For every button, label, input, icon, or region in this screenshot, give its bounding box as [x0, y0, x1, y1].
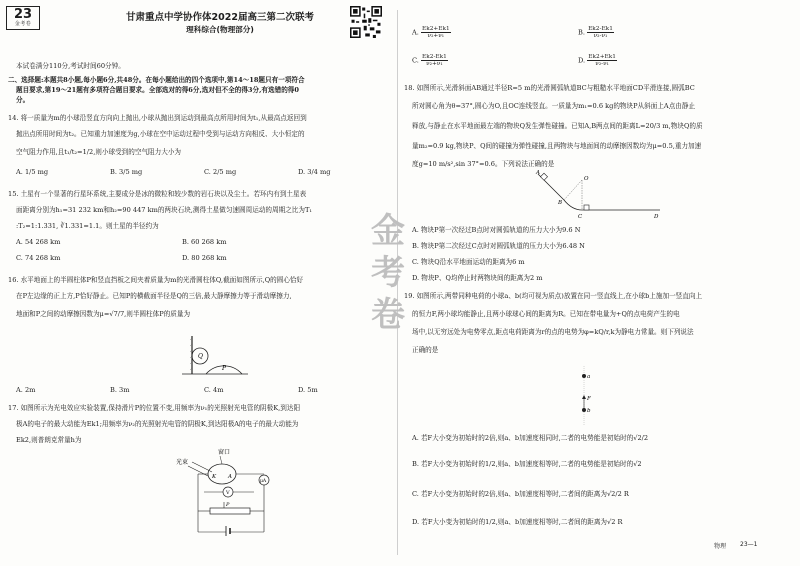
q17-option-b-denominator: ν₂-ν₁: [593, 33, 608, 39]
q17-option-a-letter: A.: [412, 28, 419, 37]
q17-label-voltmeter: V: [226, 490, 230, 496]
q19-line-4: 正确的是: [412, 346, 439, 354]
q19-option-b: B. 若F大小变为初始时的1/2,则a、b加速度相等时,二者的电势能是初始时的√2: [412, 460, 642, 468]
q15-option-a: A. 54 268 km: [16, 238, 61, 246]
q18-option-b: B. 物块P第二次经过C点时对圆弧轨道的压力大小为6.48 N: [412, 242, 585, 250]
q16-option-c: C. 4m: [204, 386, 224, 394]
badge-brand: 金考卷: [14, 21, 32, 27]
watermark: 金考卷: [371, 211, 405, 335]
exam-number-badge: [6, 6, 40, 30]
q18-figure: [534, 170, 664, 220]
q17-option-b-fraction: [587, 26, 614, 39]
q17-option-c-fraction: [421, 54, 448, 67]
q15-line-3: :T₂=1:1.331, ∛1.331=1.1。则土星的半径约为: [16, 222, 159, 230]
section-instructions-2: 题目要求,第19～21题有多项符合题目要求。全部选对的得6分,选对但不全的得3分,有选错的得0: [16, 86, 299, 94]
q19-line-3: 场中,以无穷远处为电势零点,距点电荷距离为r的点的电势为φ=kQ/r,k为静电力常量。则下列说法: [412, 328, 694, 336]
q16-label-p: P: [222, 365, 227, 372]
q18-option-a: A. 物块P第一次经过B点时对圆弧轨道的压力大小为9.6 N: [412, 226, 581, 234]
q18-line-2: 所对圆心角为θ=37°,圆心为O,且OC连线竖直。一质量为m₁=0.6 kg的物块P从斜面上A点由静止: [412, 102, 696, 110]
exam-title: 甘肃重点中学协作体2022届高三第二次联考: [126, 12, 314, 23]
q19-line-2: 的恒力F,两小球均能静止,且两小球球心间的距离为R。已知在带电量为+Q的点电荷产生的电: [412, 310, 680, 318]
q15-option-b: B. 60 268 km: [182, 238, 227, 246]
q17-option-b-letter: B.: [578, 28, 585, 37]
q19-label-f: F: [587, 396, 591, 402]
q15-option-d: D. 80 268 km: [182, 254, 227, 262]
q19-label-a: a: [587, 374, 591, 380]
q19-option-c: C. 若F大小变为初始时的2倍,则a、b加速度相等时,二者间的距离为√2/2 R: [412, 490, 629, 498]
q18-line-3: 释放,与静止在水平地面最左端的物块Q发生弹性碰撞。已知A,B两点间的距离L=20/3 m,物块Q的质: [412, 122, 703, 130]
section-instructions-3: 分。: [16, 96, 30, 104]
q15-option-c: C. 74 268 km: [16, 254, 61, 262]
qr-code-icon: [350, 6, 382, 38]
q19-figure: [572, 364, 602, 430]
q16-line-3: 地面和P之间的动摩擦因数为μ=√7/7,则半圆柱体P的质量为: [16, 310, 191, 318]
q18-option-d: D. 物块P、Q均停止时两物块间的距离为2 m: [412, 274, 543, 282]
q15-line-1: 15. 土星有一个显著的行星环系统,主要成分是冰的微粒和较少数的岩石块以及尘土。若环内有到土星表: [8, 190, 307, 198]
q18-label-d: D: [654, 214, 659, 220]
q17-option-c-letter: C.: [412, 56, 419, 65]
q17-option-d-denominator: ν₂-ν₁: [595, 61, 609, 67]
q16-figure: [180, 330, 250, 378]
footer-page-number: 23—1: [740, 541, 758, 548]
q17-option-c-denominator: ν₂+ν₁: [426, 61, 443, 67]
q17-option-a-numerator: Ek2+Ek1: [421, 26, 450, 32]
q18-label-o: O: [584, 176, 589, 182]
q17-option-b: [578, 26, 614, 39]
q18-line-1: 18. 如图所示,光滑斜面AB通过半径R=5 m的光滑圆弧轨道BC与粗糙水平地面CD平滑连接,圆弧BC: [404, 84, 695, 92]
q14-line-1: 14. 将一质量为m的小球沿竖直方向向上抛出,小球从抛出到运动到最高点所用时间为t₁,从最高点返回到: [8, 114, 307, 122]
q19-label-b: b: [587, 408, 591, 414]
q18-label-c: C: [578, 214, 583, 220]
q16-label-q: Q: [198, 353, 203, 360]
q17-line-3: Ek2,则普朗克常量h为: [16, 436, 82, 444]
q18-option-c: C. 物块Q沿水平地面运动的距离为6 m: [412, 258, 525, 266]
q15-line-2: 面距离分别为h₁=31 232 km和h₂=90 447 km的两块石块,测得土星做匀速圆周运动的周期之比为T₁: [16, 206, 313, 214]
q14-line-3: 空气阻力作用,且t₁/t₂=1/2,则小球受到的空气阻力大小为: [16, 148, 182, 156]
q17-line-2: 极A的电子的最大动能为Ek1;用频率为ν₂的光照射光电管的阴极K,到达阳极A的电子的最大动能为: [16, 420, 299, 428]
q14-option-c: C. 2/5 mg: [204, 168, 237, 176]
q16-option-a: A. 2m: [16, 386, 36, 394]
q18-label-b: B: [558, 200, 563, 206]
q16-option-b: B. 3m: [110, 386, 130, 394]
footer-subject: 物理: [714, 543, 727, 550]
q14-line-2: 抛出点所用时间为t₂。已知重力加速度为g,小球在空中运动过程中受到与运动方向相反、大小恒定的: [16, 130, 305, 138]
q14-option-b: B. 3/5 mg: [110, 168, 143, 176]
exam-subtitle: 理科综合(物理部分): [186, 25, 254, 34]
q18-line-5: 度g=10 m/s²,sin 37°=0.6。下列说法正确的是: [412, 160, 555, 168]
q17-label-a: A: [228, 474, 232, 480]
q17-option-d-numerator: Ek2+Ek1: [588, 54, 616, 60]
q17-option-d-fraction: [587, 54, 617, 67]
section-instructions-1: 二、选择题:本题共8小题,每小题6分,共48分。在每小题给出的四个选项中,第14～18题只有一项符合: [8, 76, 305, 84]
intro-score: 本试卷满分110分,考试时间60分钟。: [16, 62, 125, 70]
q17-option-a-fraction: [421, 26, 451, 39]
q17-line-1: 17. 如图所示为光电效应实验装置,保持滑片P的位置不变,用频率为ν₁的光照射光电管的阴极K,到达阳: [8, 404, 301, 412]
badge-number: 23: [13, 7, 33, 22]
q17-label-light: 光束: [176, 459, 189, 466]
q17-label-microamp: μA: [260, 479, 267, 484]
q17-option-c-numerator: Ek2-Ek1: [422, 54, 447, 60]
q16-option-d: D. 5m: [298, 386, 318, 394]
q17-option-a: [412, 26, 451, 39]
q18-label-a: A: [536, 170, 540, 176]
q14-option-d: D. 3/4 mg: [298, 168, 331, 176]
q18-line-4: 量m₂=0.9 kg,物块P、Q间的碰撞为弹性碰撞,且两物块与地面间的动摩擦因数均为μ=0.5,重力加速: [412, 142, 702, 150]
q17-label-slider: P: [226, 502, 230, 508]
q17-option-d: [578, 54, 617, 67]
q19-line-1: 19. 如图所示,两带同种电荷的小球a、b(均可视为质点)放置在同一竖直线上,在小球b上施加一竖直向上: [404, 292, 703, 300]
q17-option-a-denominator: ν₂+ν₁: [427, 33, 445, 39]
q19-option-d: D. 若F大小变为初始时的1/2,则a、b加速度相等时,二者间的距离为√2 R: [412, 518, 623, 526]
q17-circuit-figure: [174, 448, 284, 540]
q17-option-c: [412, 54, 448, 67]
q17-label-window: 窗口: [218, 449, 231, 456]
q16-line-1: 16. 水平地面上的半圆柱体P和竖直挡板之间夹着质量为m的光滑圆柱体Q,截面如图所示,Q的圆心恰好: [8, 276, 304, 284]
q14-option-a: A. 1/5 mg: [16, 168, 49, 176]
q17-label-k: K: [212, 474, 217, 480]
q19-option-a: A. 若F大小变为初始时的2倍,则a、b加速度相同时,二者的电势能是初始时的√2/2: [412, 434, 649, 442]
q17-option-b-numerator: Ek2-Ek1: [588, 26, 613, 32]
q16-line-2: 在P左边缘的正上方,P恰好静止。已知P的横截面半径是Q的三倍,最大静摩擦力等于滑动摩擦力,: [16, 292, 292, 300]
q17-option-d-letter: D.: [578, 56, 586, 65]
